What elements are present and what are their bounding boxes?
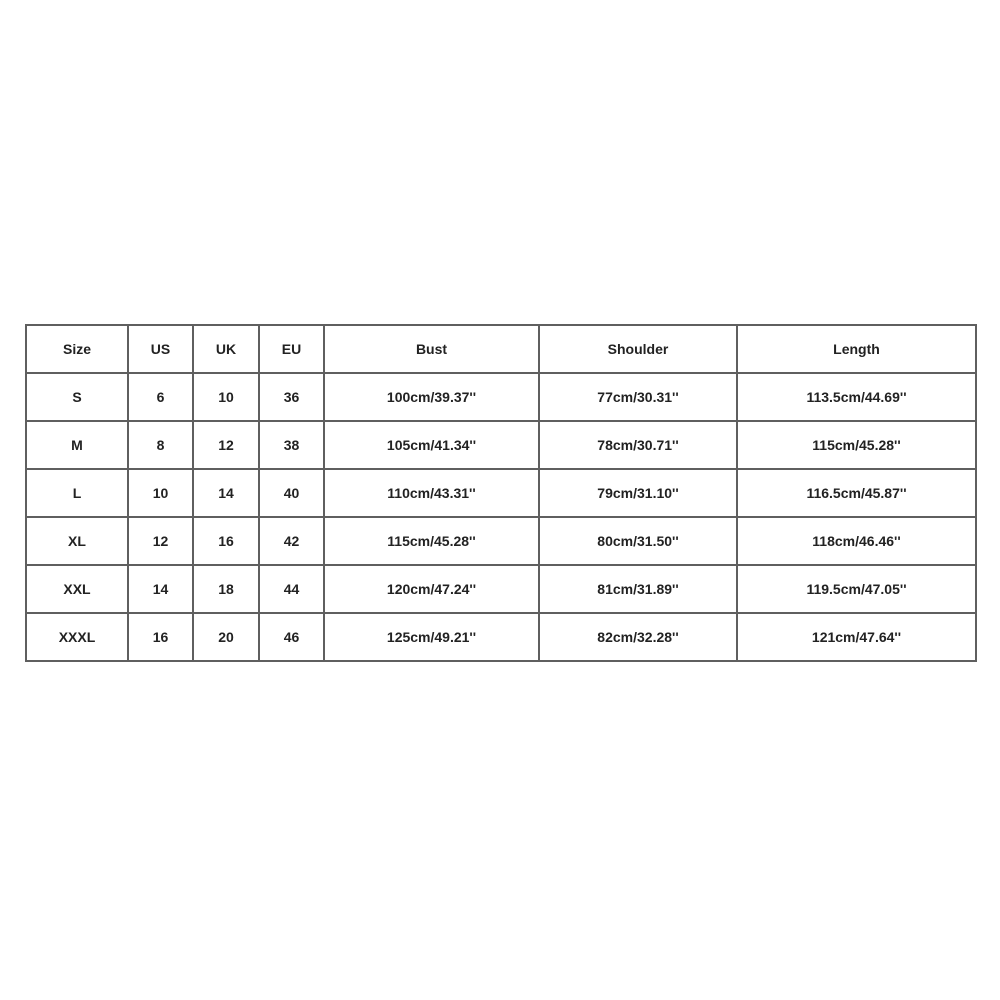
- cell-uk: 14: [193, 469, 259, 517]
- cell-size: XXXL: [26, 613, 128, 661]
- cell-bust: 125cm/49.21'': [324, 613, 539, 661]
- table-row: [26, 421, 976, 469]
- cell-eu: 36: [259, 373, 324, 421]
- table-row: [26, 565, 976, 613]
- cell-eu: 40: [259, 469, 324, 517]
- cell-us: 8: [128, 421, 193, 469]
- table-row: [26, 613, 976, 661]
- cell-eu: 44: [259, 565, 324, 613]
- cell-shoulder: 82cm/32.28'': [539, 613, 737, 661]
- cell-shoulder: 78cm/30.71'': [539, 421, 737, 469]
- cell-shoulder: 79cm/31.10'': [539, 469, 737, 517]
- table-header: [26, 325, 976, 373]
- header-bust: Bust: [324, 325, 539, 373]
- cell-size: L: [26, 469, 128, 517]
- cell-bust: 120cm/47.24'': [324, 565, 539, 613]
- cell-us: 14: [128, 565, 193, 613]
- cell-uk: 10: [193, 373, 259, 421]
- header-row: [26, 325, 976, 373]
- cell-eu: 46: [259, 613, 324, 661]
- table-body: [26, 373, 976, 661]
- cell-shoulder: 81cm/31.89'': [539, 565, 737, 613]
- cell-us: 12: [128, 517, 193, 565]
- header-eu: EU: [259, 325, 324, 373]
- cell-bust: 105cm/41.34'': [324, 421, 539, 469]
- cell-bust: 110cm/43.31'': [324, 469, 539, 517]
- cell-eu: 42: [259, 517, 324, 565]
- cell-us: 10: [128, 469, 193, 517]
- cell-uk: 12: [193, 421, 259, 469]
- cell-size: S: [26, 373, 128, 421]
- cell-shoulder: 77cm/30.31'': [539, 373, 737, 421]
- cell-bust: 100cm/39.37'': [324, 373, 539, 421]
- cell-length: 121cm/47.64'': [737, 613, 976, 661]
- cell-uk: 16: [193, 517, 259, 565]
- cell-size: M: [26, 421, 128, 469]
- cell-length: 116.5cm/45.87'': [737, 469, 976, 517]
- cell-uk: 20: [193, 613, 259, 661]
- header-us: US: [128, 325, 193, 373]
- table-row: [26, 469, 976, 517]
- cell-us: 6: [128, 373, 193, 421]
- size-chart-table: [25, 324, 977, 662]
- cell-shoulder: 80cm/31.50'': [539, 517, 737, 565]
- cell-length: 115cm/45.28'': [737, 421, 976, 469]
- table-row: [26, 373, 976, 421]
- cell-length: 119.5cm/47.05'': [737, 565, 976, 613]
- table-row: [26, 517, 976, 565]
- cell-us: 16: [128, 613, 193, 661]
- header-uk: UK: [193, 325, 259, 373]
- header-shoulder: Shoulder: [539, 325, 737, 373]
- header-length: Length: [737, 325, 976, 373]
- cell-length: 118cm/46.46'': [737, 517, 976, 565]
- cell-size: XXL: [26, 565, 128, 613]
- cell-bust: 115cm/45.28'': [324, 517, 539, 565]
- cell-eu: 38: [259, 421, 324, 469]
- cell-size: XL: [26, 517, 128, 565]
- cell-length: 113.5cm/44.69'': [737, 373, 976, 421]
- cell-uk: 18: [193, 565, 259, 613]
- header-size: Size: [26, 325, 128, 373]
